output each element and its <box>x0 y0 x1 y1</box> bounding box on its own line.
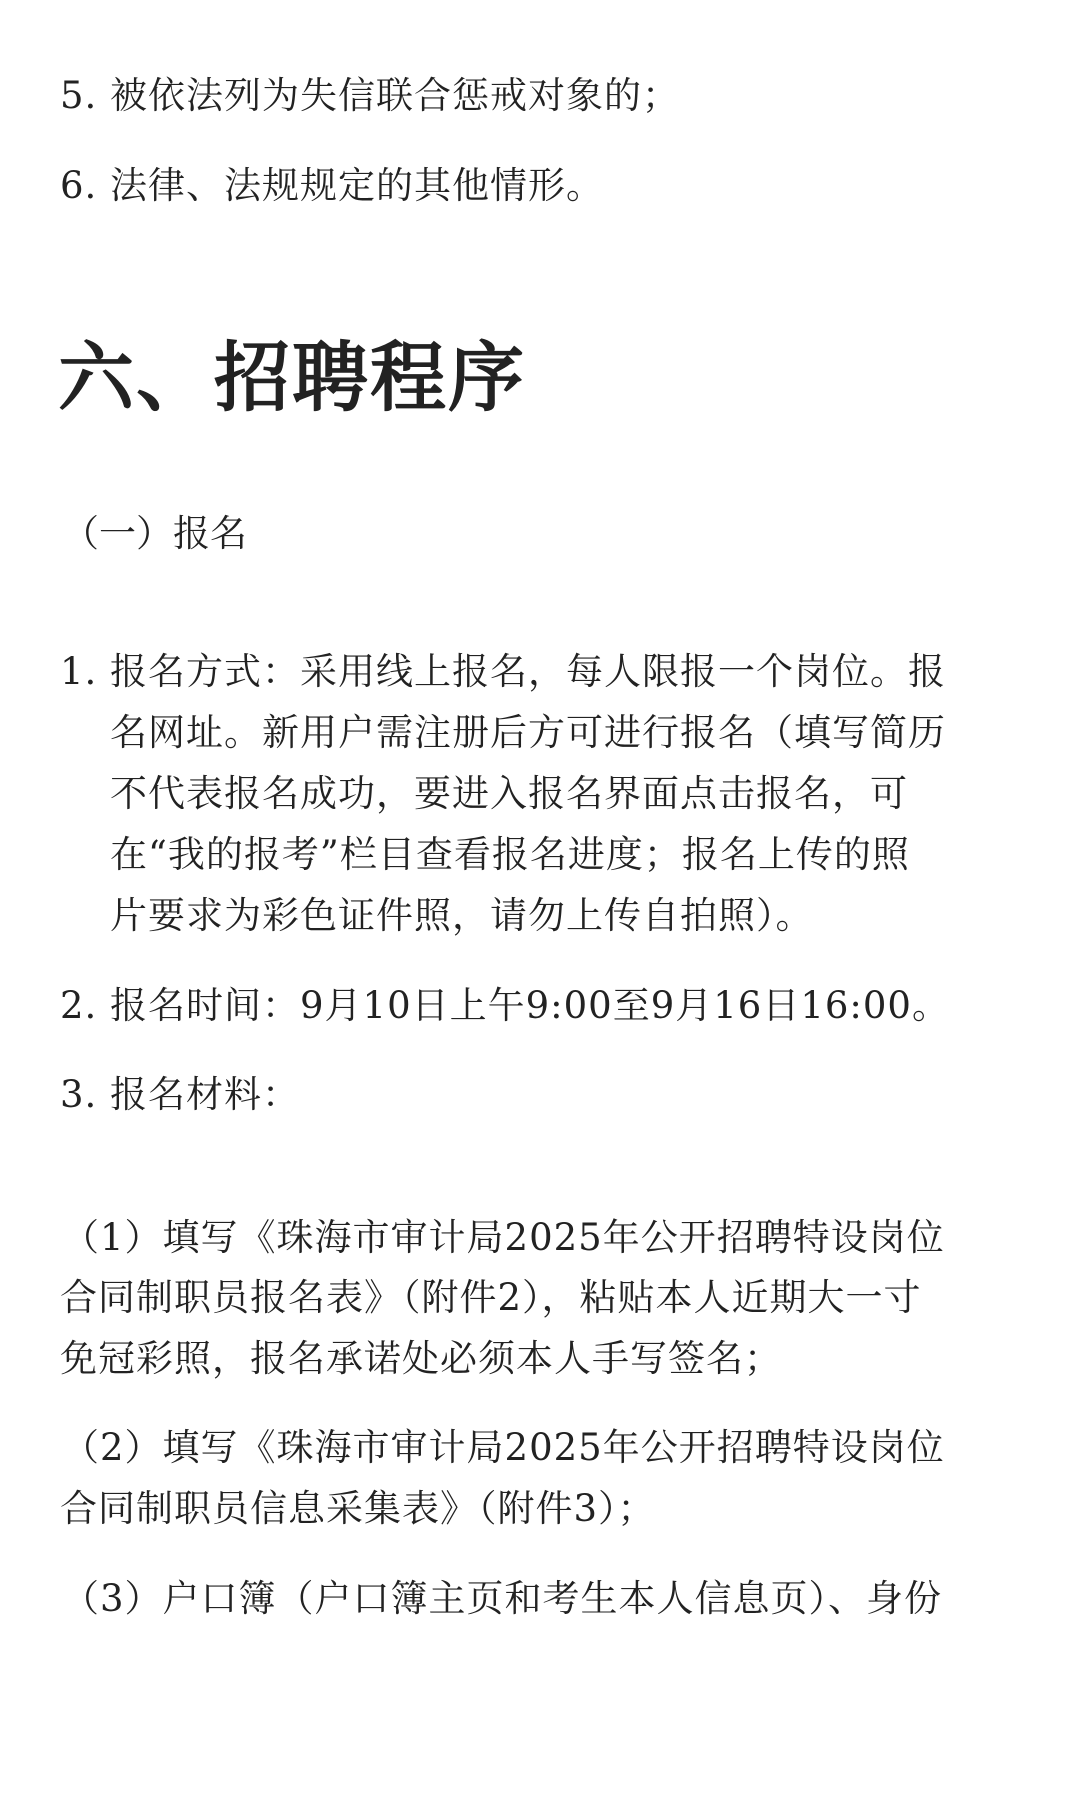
list-text-continuation: 名网址。新用户需注册后方可进行报名（填写简历 <box>110 711 946 754</box>
list-item <box>60 76 680 116</box>
paragraph-line: （2）填写《珠海市审计局2025年公开招聘特设岗位 <box>62 1426 945 1469</box>
list-item <box>60 652 946 692</box>
list-text-continuation: 不代表报名成功，要进入报名界面点击报名，可 <box>110 772 908 815</box>
list-item <box>60 986 950 1026</box>
list-text: 被依法列为失信联合惩戒对象的； <box>110 74 680 117</box>
list-text-continuation: 片要求为彩色证件照，请勿上传自拍照）。 <box>110 894 814 937</box>
list-text: 法律、法规规定的其他情形。 <box>110 164 604 207</box>
list-text: 报名材料： <box>110 1073 300 1116</box>
list-item <box>60 166 604 206</box>
list-number: 3. <box>60 1073 98 1116</box>
list-number: 6. <box>60 164 98 207</box>
subsection-heading: （一）报名 <box>62 512 247 555</box>
list-text-continuation: 在“我的报考”栏目查看报名进度；报名上传的照 <box>110 833 910 876</box>
list-number: 5. <box>60 74 98 117</box>
section-heading: 六、招聘程序 <box>58 333 526 422</box>
list-text: 报名方式：采用线上报名，每人限报一个岗位。报 <box>110 650 946 693</box>
paragraph-line: 合同制职员信息采集表》（附件3）； <box>60 1487 656 1530</box>
list-number: 2. <box>60 984 98 1027</box>
paragraph-line: 合同制职员报名表》（附件2），粘贴本人近期大一寸 <box>60 1276 922 1319</box>
list-number: 1. <box>60 650 98 693</box>
paragraph-line: （3）户口簿（户口簿主页和考生本人信息页）、身份 <box>62 1577 943 1620</box>
paragraph-line: 免冠彩照，报名承诺处必须本人手写签名； <box>60 1337 782 1380</box>
list-text: 报名时间：9月10日上午9:00至9月16日16:00。 <box>110 984 950 1027</box>
list-item <box>60 1075 300 1115</box>
paragraph-line: （1）填写《珠海市审计局2025年公开招聘特设岗位 <box>62 1216 945 1259</box>
